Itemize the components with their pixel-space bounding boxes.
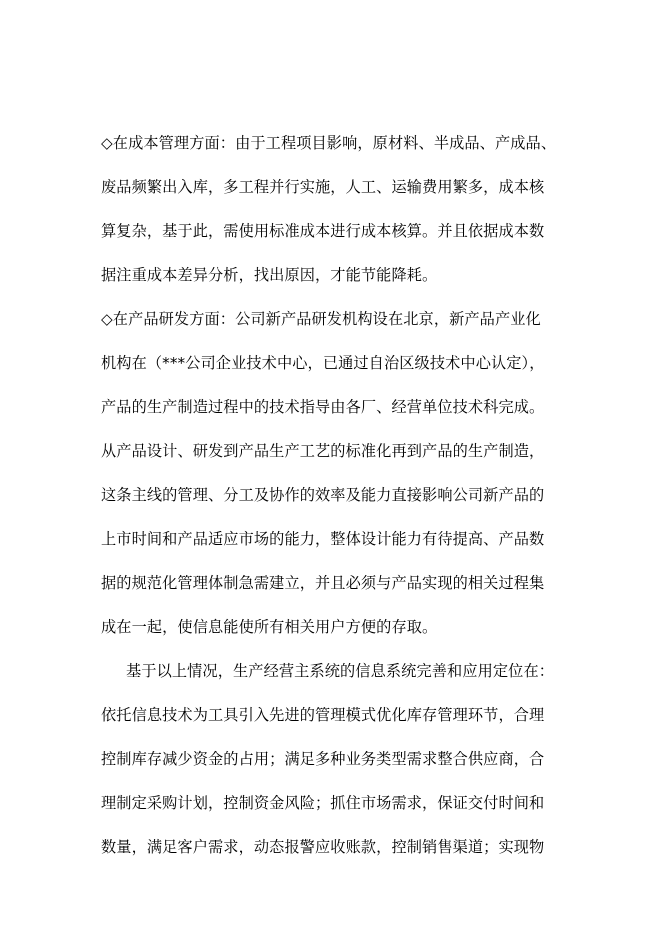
text-line-13: 基于以上情况，生产经营主系统的信息系统完善和应用定位在： — [126, 662, 555, 680]
text-line-11: 据的规范化管理体制急需建立，并且必须与产品实现的相关过程集 — [101, 574, 545, 592]
text-line-2: 废品频繁出入库，多工程并行实施，人工、运输费用繁多，成本核 — [101, 178, 545, 196]
text-line-15: 控制库存减少资金的占用；满足多种业务类型需求整合供应商，合 — [101, 750, 545, 768]
text-line-9: 这条主线的管理、分工及协作的效率及能力直接影响公司新产品的 — [101, 486, 545, 504]
text-line-6: 机构在（***公司企业技术中心，已通过自治区级技术中心认定）， — [101, 354, 545, 372]
text-line-17: 数量，满足客户需求，动态报警应收账款，控制销售渠道；实现物 — [101, 838, 545, 856]
text-line-8: 从产品设计、研发到产品生产工艺的标准化再到产品的生产制造， — [101, 442, 545, 460]
text-line-3: 算复杂，基于此，需使用标准成本进行成本核算。并且依据成本数 — [101, 222, 545, 240]
text-line-4: 据注重成本差异分析，找出原因，才能节能降耗。 — [101, 266, 438, 284]
text-line-1: ◇在成本管理方面：由于工程项目影响，原材料、半成品、产成品、 — [101, 134, 557, 152]
text-line-14: 依托信息技术为工具引入先进的管理模式优化库存管理环节，合理 — [101, 706, 545, 724]
text-line-5: ◇在产品研发方面：公司新产品研发机构设在北京，新产品产业化 — [101, 310, 541, 328]
text-line-16: 理制定采购计划，控制资金风险；抓住市场需求，保证交付时间和 — [101, 794, 545, 812]
text-line-7: 产品的生产制造过程中的技术指导由各厂、经营单位技术科完成。 — [101, 398, 545, 416]
text-line-12: 成在一起，使信息能使所有相关用户方便的存取。 — [101, 618, 438, 636]
text-line-10: 上市时间和产品适应市场的能力，整体设计能力有待提高、产品数 — [101, 530, 545, 548]
